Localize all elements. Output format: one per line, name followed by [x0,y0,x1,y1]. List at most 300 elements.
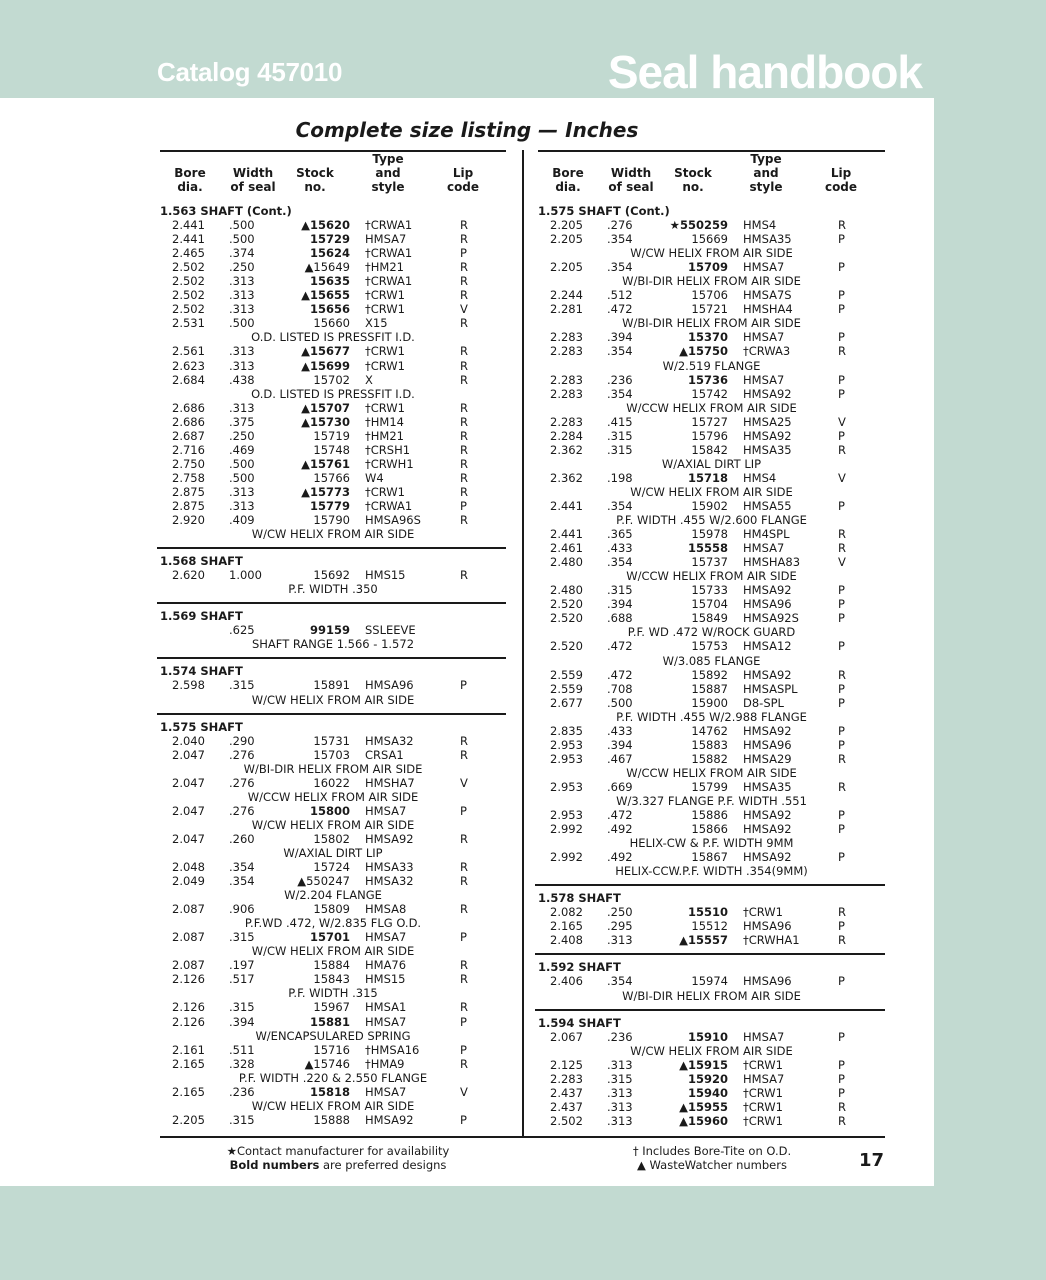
seal-row [160,359,506,373]
type-cell: HMSA29 [743,751,792,766]
stock-cell: ▲15960 [679,1113,728,1128]
width-cell: .315 [607,583,633,598]
type-cell: HMSA32 [365,733,414,748]
width-cell: .250 [229,428,255,443]
stock-cell: 15660 [313,316,350,331]
stock-cell: 15910 [687,1029,728,1044]
bore-cell: 2.047 [172,775,205,790]
width-cell: .313 [229,358,255,373]
row-note: P.F. WIDTH .315 [288,986,378,1001]
lip-cell: P [838,260,845,275]
width-cell: .354 [229,860,255,875]
seal-row [160,734,506,748]
lip-cell: R [838,1099,846,1114]
lip-cell: R [460,372,468,387]
row-note: P.F. WIDTH .455 W/2.600 FLANGE [616,513,807,528]
stock-cell: ▲15730 [301,414,350,429]
bore-cell: 2.686 [172,400,205,415]
type-cell: †CRW1 [365,302,405,317]
stock-cell: ▲15655 [301,288,350,303]
seal-row [160,748,506,762]
width-cell: .328 [229,1056,255,1071]
type-cell: HMSA92 [743,850,792,865]
seal-row [538,808,885,822]
bore-cell: 2.406 [550,974,583,989]
bore-cell: 2.205 [550,218,583,233]
width-cell: .394 [607,330,633,345]
seal-row [160,415,506,429]
bore-cell: 2.161 [172,1042,205,1057]
type-cell: †CRW1 [365,344,405,359]
width-cell: .415 [607,414,633,429]
seal-row [538,933,885,947]
width-cell: .197 [229,958,255,973]
type-cell: HMSA12 [743,639,792,654]
width-cell: .469 [229,442,255,457]
bore-cell: 2.205 [550,260,583,275]
lip-cell: R [460,344,468,359]
bore-cell: 2.686 [172,414,205,429]
stock-cell: 15892 [691,667,728,682]
bore-cell: 2.531 [172,316,205,331]
type-cell: HMSA7S [743,288,792,303]
bore-cell: 2.087 [172,902,205,917]
boretite-note: † Includes Bore-Tite on O.D. [632,1144,792,1158]
seal-row [160,401,506,415]
width-cell: .315 [229,1112,255,1127]
section-rule [157,547,506,549]
right-column-header [538,152,885,196]
stock-cell: 15669 [691,232,728,247]
bore-cell: 2.283 [550,330,583,345]
lip-cell: R [838,442,846,457]
row-note: P.F. WIDTH .455 W/2.988 FLANGE [616,709,807,724]
seal-row [160,1015,506,1029]
lip-cell: R [460,400,468,415]
row-note: W/CCW HELIX FROM AIR SIDE [247,789,419,804]
type-cell: HMSASPL [743,681,798,696]
lip-cell: P [838,288,845,303]
section-rule [535,953,885,955]
seal-row [160,902,506,916]
lip-cell: P [838,498,845,513]
stock-cell: ▲15955 [679,1099,728,1114]
stock-cell: 15766 [313,470,350,485]
section-rule [157,657,506,659]
lip-cell: R [838,667,846,682]
contact-note: ★Contact manufacturer for availability [226,1144,450,1158]
width-cell: .354 [607,974,633,989]
bore-cell: 2.953 [550,751,583,766]
lip-cell: R [460,316,468,331]
section-rule [535,884,885,886]
lip-cell: R [460,958,468,973]
row-note: W/CW HELIX FROM AIR SIDE [251,1098,415,1113]
seal-row [538,780,885,794]
type-cell: HMSA96 [743,919,792,934]
stock-cell: 15558 [687,541,728,556]
seal-row [160,860,506,874]
lip-cell: P [838,1071,845,1086]
seal-row [160,678,506,692]
stock-cell: 15940 [687,1085,728,1100]
seal-row [160,218,506,232]
width-cell: .512 [607,288,633,303]
width-cell: .625 [229,623,255,638]
lip-cell: P [460,1042,467,1057]
page-number: 17 [858,1150,884,1171]
type-cell: HMSA96 [743,597,792,612]
type-cell: HMSHA7 [365,775,415,790]
bold-note: Bold numbers are preferred designs [229,1158,447,1172]
bore-cell: 2.283 [550,386,583,401]
type-cell: W4 [365,470,384,485]
lip-cell: P [838,1057,845,1072]
type-cell: †CRW1 [743,1085,783,1100]
seal-row [538,1072,885,1086]
type-cell: HMSA7 [365,232,407,247]
stock-cell: 15510 [687,905,728,920]
bore-cell: 2.441 [172,218,205,233]
type-cell: †CRWA3 [743,344,791,359]
row-note: W/BI-DIR HELIX FROM AIR SIDE [622,316,801,331]
lip-cell: P [460,498,467,513]
bore-cell: 2.920 [172,513,205,528]
lip-cell: P [838,974,845,989]
stock-cell: 15704 [691,597,728,612]
type-cell: HMS4 [743,218,777,233]
width-cell: .472 [607,302,633,317]
stock-cell: 15748 [313,442,350,457]
lip-cell: P [460,803,467,818]
seal-row [538,260,885,274]
type-cell: HMSA92S [743,611,799,626]
bore-cell: 2.047 [172,803,205,818]
bore-cell: 2.559 [550,667,583,682]
width-cell: .492 [607,822,633,837]
bore-cell: 2.087 [172,930,205,945]
lip-cell: R [838,218,846,233]
seal-row [538,330,885,344]
width-cell: .500 [229,456,255,471]
stock-cell: 15882 [691,751,728,766]
type-cell: HMSA55 [743,498,792,513]
seal-row [160,232,506,246]
type-cell: HMS4 [743,470,777,485]
type-cell: †CRW1 [365,288,405,303]
stock-cell: 15656 [309,302,350,317]
width-cell: .669 [607,779,633,794]
bore-cell: 2.281 [550,302,583,317]
seal-row [160,429,506,443]
width-cell: .313 [229,288,255,303]
bore-cell: 2.047 [172,747,205,762]
bore-cell: 2.561 [172,344,205,359]
type-cell: HMSA7 [743,1029,785,1044]
left-column-header [160,152,506,196]
seal-row [538,1030,885,1044]
shaft-section-heading: 1.574 SHAFT [160,664,243,679]
type-cell: HMSA92 [743,808,792,823]
stock-cell: 15702 [313,372,350,387]
width-cell: .433 [607,723,633,738]
bore-cell: 2.623 [172,358,205,373]
row-note: P.F.WD .472, W/2.835 FLG O.D. [244,916,422,931]
bore-cell: 2.559 [550,681,583,696]
width-cell: .250 [607,905,633,920]
bore-cell: 2.437 [550,1085,583,1100]
bore-cell: 2.520 [550,597,583,612]
bore-cell: 2.480 [550,583,583,598]
type-cell: CRSA1 [365,747,404,762]
bore-cell: 2.992 [550,850,583,865]
lip-cell: R [460,513,468,528]
lip-cell: R [838,344,846,359]
lip-cell: R [460,442,468,457]
width-cell: .708 [607,681,633,696]
lip-cell: P [838,850,845,865]
width-cell: .313 [229,400,255,415]
lip-cell: P [838,723,845,738]
bore-cell: 2.049 [172,874,205,889]
row-note: W/3.327 FLANGE P.F. WIDTH .551 [616,793,807,808]
width-cell: .315 [607,1071,633,1086]
stock-cell: ▲15746 [304,1056,350,1071]
seal-row [160,972,506,986]
lip-cell: R [460,733,468,748]
seal-row [160,874,506,888]
type-cell: †HMA9 [365,1056,405,1071]
bore-cell: 2.520 [550,639,583,654]
stock-cell: 15753 [691,639,728,654]
type-cell: HMSA1 [365,1000,407,1015]
lip-cell: R [460,358,468,373]
seal-row [160,246,506,260]
bore-cell: 2.205 [550,232,583,247]
width-cell: .500 [229,218,255,233]
type-cell: †CRW1 [743,1113,783,1128]
seal-row [160,288,506,302]
width-cell: .472 [607,667,633,682]
stock-cell: 15796 [691,428,728,443]
bore-cell: 2.048 [172,860,205,875]
seal-row [538,822,885,836]
lip-cell: R [838,751,846,766]
row-note: W/3.085 FLANGE [662,653,761,668]
bore-cell: 2.125 [550,1057,583,1072]
lip-cell: R [460,874,468,889]
seal-row [160,958,506,972]
stock-cell: 15867 [691,850,728,865]
bore-cell: 2.875 [172,498,205,513]
width-cell: .394 [229,1014,255,1029]
lip-cell: R [838,905,846,920]
type-cell: HMSA7 [743,541,785,556]
seal-row [538,1114,885,1128]
seal-row [538,1086,885,1100]
stock-cell: 15842 [691,442,728,457]
stock-cell: 15727 [691,414,728,429]
type-cell: HMS15 [365,568,406,583]
stock-cell: 15706 [691,288,728,303]
section-rule [157,602,506,604]
type-cell: HMSA35 [743,779,792,794]
type-cell: HMSA92 [743,667,792,682]
width-cell: .276 [229,775,255,790]
width-cell: .472 [607,639,633,654]
lip-cell: R [838,779,846,794]
bore-cell: 2.687 [172,428,205,443]
lip-cell: P [838,1085,845,1100]
stock-cell: 15737 [691,555,728,570]
row-note: P.F. WIDTH .220 & 2.550 FLANGE [238,1070,428,1085]
seal-row [538,724,885,738]
bore-cell: 2.165 [172,1084,205,1099]
width-cell: .260 [229,831,255,846]
lip-cell: P [460,246,467,261]
type-cell: †CRW1 [365,358,405,373]
bore-cell: 2.205 [172,1112,205,1127]
lip-cell: P [838,737,845,752]
type-cell: HMSA25 [743,414,792,429]
lip-cell: R [838,933,846,948]
bore-cell: 2.465 [172,246,205,261]
width-cell: 1.000 [229,568,262,583]
seal-row [160,804,506,818]
width-cell: .290 [229,733,255,748]
type-cell: HMSA7 [743,1071,785,1086]
bore-cell: 2.953 [550,779,583,794]
bore-cell: 2.684 [172,372,205,387]
row-note: W/BI-DIR HELIX FROM AIR SIDE [622,274,801,289]
row-note: W/2.204 FLANGE [284,888,382,903]
type-cell: HMSHA83 [743,555,801,570]
type-cell: †CRWA1 [365,274,413,289]
width-cell: .315 [607,442,633,457]
type-cell: HMSA92 [743,822,792,837]
shaft-section-heading: 1.594 SHAFT [538,1015,621,1030]
stock-cell: 15692 [313,568,350,583]
row-note: W/CW HELIX FROM AIR SIDE [630,1043,793,1058]
stock-cell: 15866 [691,822,728,837]
shaft-section-heading: 1.569 SHAFT [160,609,243,624]
bore-cell: 2.992 [550,822,583,837]
bore-cell: 2.520 [550,611,583,626]
type-cell: X15 [365,316,388,331]
bore-cell: 2.758 [172,470,205,485]
seal-row [160,1000,506,1014]
seal-row [160,568,506,582]
width-cell: .313 [229,274,255,289]
lip-cell: P [460,930,467,945]
row-note: W/BI-DIR HELIX FROM AIR SIDE [243,761,423,776]
stock-cell: 15718 [687,470,728,485]
stock-cell: 99159 [309,623,350,638]
width-cell: .394 [607,597,633,612]
lip-cell: P [838,302,845,317]
width-cell: .365 [607,527,633,542]
stock-cell: 15721 [691,302,728,317]
bore-header: Bore dia. [174,166,206,194]
lip-cell: P [838,681,845,696]
lip-cell: R [460,1056,468,1071]
bore-cell: 2.244 [550,288,583,303]
type-cell: HMSA96 [743,974,792,989]
bore-cell: 2.953 [550,808,583,823]
type-cell: †HMSA16 [365,1042,420,1057]
lip-cell: P [838,611,845,626]
stock-cell: 15974 [691,974,728,989]
seal-row [538,696,885,710]
catalog-number: Catalog 457010 [157,57,343,87]
bore-cell: 2.502 [172,260,205,275]
width-cell: .313 [229,498,255,513]
stock-cell: ★550259 [669,218,728,233]
stock-cell: ▲15761 [301,456,350,471]
lip-cell: R [838,527,846,542]
bore-cell: 2.461 [550,541,583,556]
seal-row [538,218,885,232]
type-cell: HMSA7 [743,372,785,387]
bore-cell: 2.283 [550,344,583,359]
lip-cell: P [838,386,845,401]
bore-cell: 2.040 [172,733,205,748]
lip-cell: R [460,274,468,289]
type-cell: HMSA92 [365,1112,414,1127]
row-note: HELIX-CW & P.F. WIDTH 9MM [629,836,794,851]
lip-cell: R [460,747,468,762]
seal-row [538,373,885,387]
seal-row [538,905,885,919]
seal-row [538,541,885,555]
width-cell: .409 [229,513,255,528]
width-cell: .511 [229,1042,255,1057]
footer-notes-left [216,1144,460,1172]
stock-header: Stock no. [674,166,712,194]
width-cell: .500 [229,470,255,485]
type-cell: SSLEEVE [365,623,416,638]
type-cell: HMSA96 [365,678,414,693]
bore-cell: 2.502 [172,288,205,303]
lip-cell: V [460,302,468,317]
bore-cell: 2.284 [550,428,583,443]
width-cell: .313 [229,302,255,317]
row-note: W/CW HELIX FROM AIR SIDE [630,484,793,499]
bore-cell: 2.408 [550,933,583,948]
seal-row [538,1058,885,1072]
stock-cell: 15809 [313,902,350,917]
seal-row [160,457,506,471]
width-cell: .517 [229,972,255,987]
stock-cell: 15716 [313,1042,350,1057]
seal-row [538,850,885,864]
width-cell: .276 [607,218,633,233]
lip-cell: R [460,972,468,987]
stock-cell: 15790 [313,513,350,528]
stock-cell: 15724 [313,860,350,875]
lip-cell: R [460,456,468,471]
stock-cell: 15742 [691,386,728,401]
type-cell: †CRW1 [743,905,783,920]
lip-cell: R [460,428,468,443]
width-cell: .313 [229,484,255,499]
bore-cell: 2.502 [172,274,205,289]
seal-row [160,776,506,790]
seal-row [160,443,506,457]
width-cell: .375 [229,414,255,429]
width-cell: .467 [607,751,633,766]
seal-row [538,302,885,316]
